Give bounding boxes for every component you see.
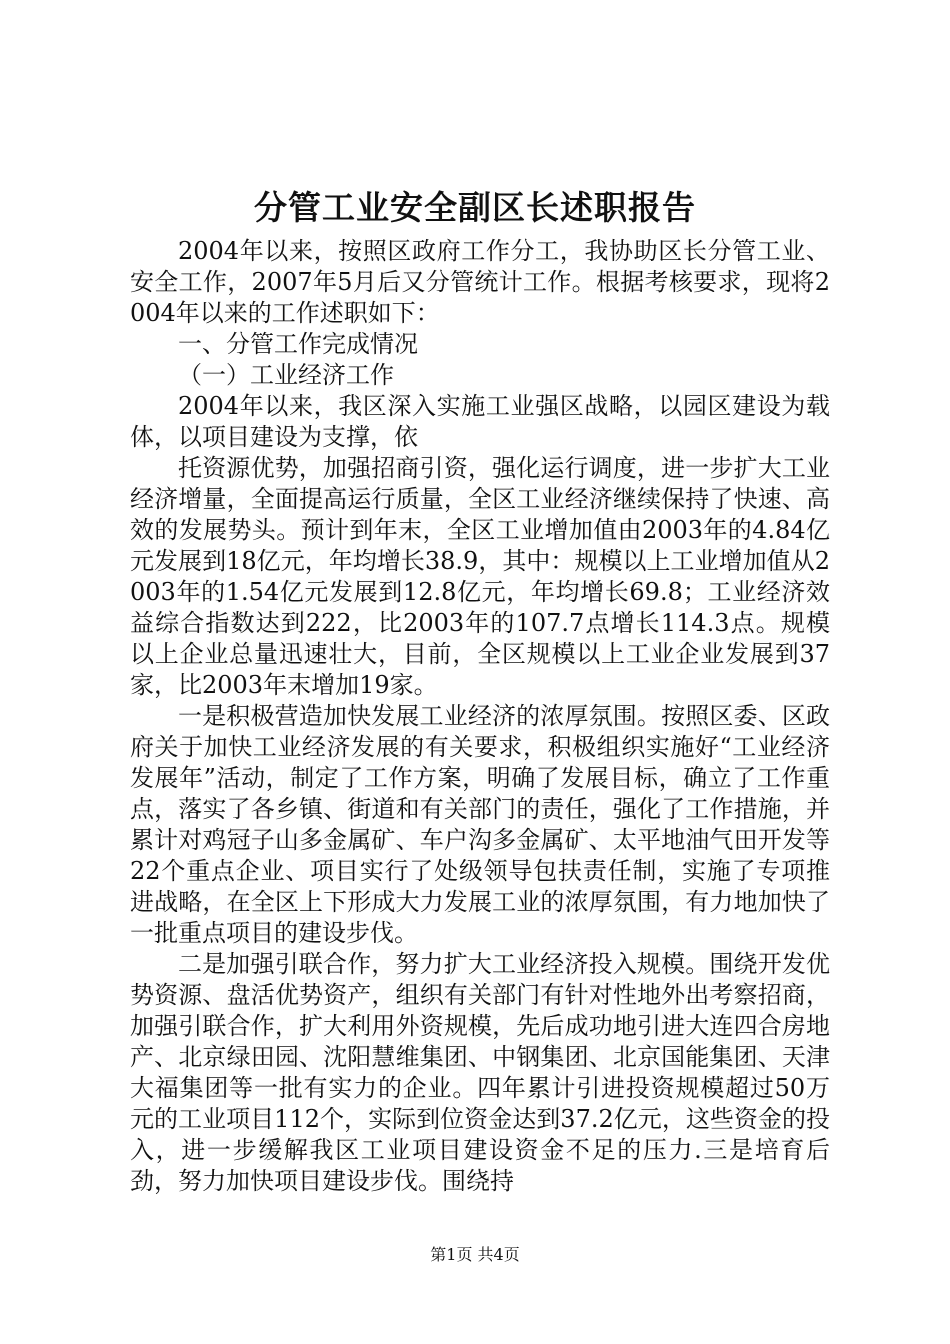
paragraph-atmosphere: 一是积极营造加快发展工业经济的浓厚氛围。按照区委、区政府关于加快工业经济发展的有关要求，积极组织实施好“工业经济发展年”活动，制定了工作方案，明确了发展目标，确立了工作重点，落实了各乡镇、街道和有关部门的责任，强化了工作措施，并累计对鸡冠子山多金属矿、车户沟多金属矿、太平地油气田开发等22个重点企业、项目实行了处级领导包扶责任制，实施了专项推进战略，在全区上下形成大力发展工业的浓厚氛围，有力地加快了一批重点项目的建设步伐。: [130, 702, 830, 947]
paragraph-investment: 二是加强引联合作，努力扩大工业经济投入规模。围绕开发优势资源、盘活优势资产，组织有关部门有针对性地外出考察招商，加强引联合作，扩大利用外资规模，先后成功地引进大连四合房地产、北京绿田园、沈阳慧维集团、中钢集团、北京国能集团、天津大福集团等一批有实力的企业。四年累计引进投资规模超过50万元的工业项目112个，实际到位资金达到37.2亿元，这些资金的投入，进一步缓解我区工业项目建设资金不足的压力.三是培育后劲，努力加快项目建设步伐。围绕持: [130, 950, 830, 1195]
page-number: 第1页 共4页: [430, 1245, 520, 1264]
document-title: 分管工业安全副区长述职报告: [254, 188, 696, 227]
paragraph-growth: 托资源优势，加强招商引资，强化运行调度，进一步扩大工业经济增量，全面提高运行质量，全区工业经济继续保持了快速、高效的发展势头。预计到年末，全区工业增加值由2003年的4.84亿元发展到18亿元，年均增长38.9，其中：规模以上工业增加值从2003年的1.54亿元发展到12.8亿元，年均增长69.8；工业经济效益综合指数达到222，比2003年的107.7点增长114.3点。规模以上企业总量迅速壮大，目前，全区规模以上工业企业发展到37家，比2003年末增加19家。: [130, 454, 830, 699]
section-heading: 一、分管工作完成情况: [178, 330, 418, 358]
subsection-heading: （一）工业经济工作: [178, 361, 394, 389]
document-body: [130, 236, 830, 1197]
paragraph-strategy: 2004年以来，我区深入实施工业强区战略，以园区建设为载体，以项目建设为支撑，依: [130, 392, 830, 451]
paragraph-intro: 2004年以来，按照区政府工作分工，我协助区长分管工业、安全工作，2007年5月后又分管统计工作。根据考核要求，现将2004年以来的工作述职如下：: [130, 237, 830, 327]
